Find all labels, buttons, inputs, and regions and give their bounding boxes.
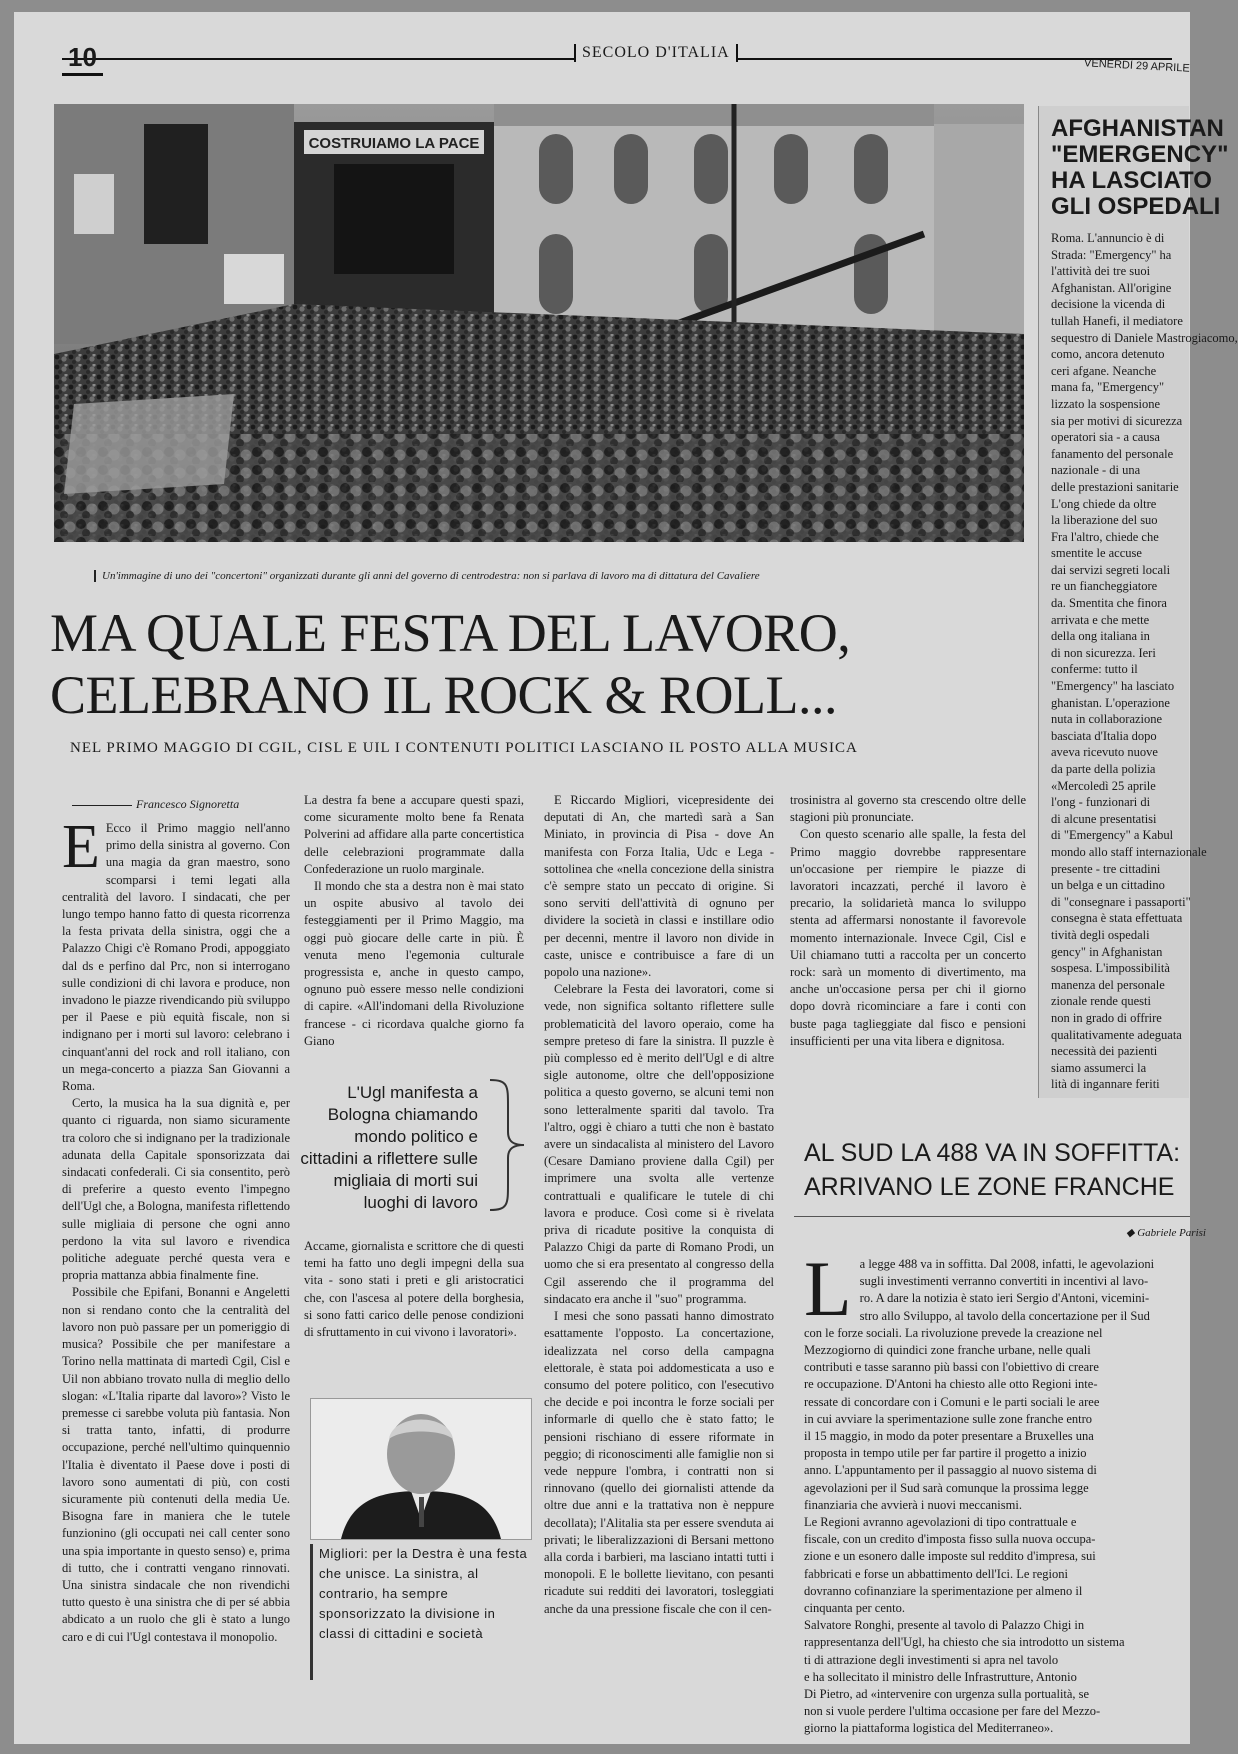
article2-text-line: il 15 maggio, in modo da poter presentare a Bruxelles una bbox=[804, 1429, 1094, 1444]
sidebar-text-line: L'ong chiede da oltre bbox=[1051, 496, 1157, 511]
sidebar-text-line: zionale rende questi bbox=[1051, 994, 1151, 1009]
sidebar-text-line: delle prestazioni sanitarie bbox=[1051, 479, 1179, 494]
sidebar-headline bbox=[1039, 106, 1229, 220]
article2-text-line: in cui avviare la sperimentazione sulle zone franche entro bbox=[804, 1411, 1093, 1426]
col1-paragraph: Certo, la musica ha la sua dignità e, per quanto ci riguarda, non siamo sicuramente tra coloro che si indignano per la tradizionale adunata della Capitale sponsorizzata dai sindacati confederali. Ci sia consentito, però di preferire a questo evento l'impegno dell'Ugl che, a Bologna, manifesta riflettendo sulle migliaia di persone che ogni anno perdono la vita sul lavoro e rivendica politiche adeguate perché questa vera e propria mattanza abbia finalmente fine. bbox=[62, 1096, 290, 1283]
sidebar-text-line: smentite le accuse bbox=[1051, 546, 1142, 561]
col4-paragraph: trosinistra al governo sta crescendo oltre delle stagioni più pronunciate. bbox=[790, 793, 1026, 825]
article2-text-line: sugli investimenti verranno convertiti in incentivi al lavo- bbox=[859, 1274, 1149, 1289]
byline: Francesco Signoretta bbox=[72, 797, 239, 812]
article2-headline bbox=[804, 1136, 1184, 1204]
article2-text-line: Le Regioni avranno agevolazioni di tipo contrattuale e bbox=[804, 1515, 1077, 1530]
sidebar-text-line: dai servizi segreti locali bbox=[1051, 562, 1171, 577]
sidebar-text-line: gency" in Afghanistan bbox=[1051, 944, 1163, 959]
col3-paragraph: Celebrare la Festa dei lavoratori, come si vede, non significa soltanto riflettere sulle problematicità del lavoro operaio, come ha sempre preteso di fare la sinistra. Il puzzle è più complesso ed è merito dell'Ugl e di altre sigle autonome, oltre che dell'opposizione politica a questo governo, se alcuni temi non sono letteralmente spariti dal tavolo. Tra l'altro, oggi è chiaro a tutti che non è bastato avere un sindacalista al ministero del Lavoro (Cesare Damiano proviene dalla Cgil) per imprimere una svolta alle vertenze contrattuali e qualificare le tutele di chi lavora e produce. Così come si è rivelata priva di ricadute positive la conquista di Palazzo Chigi da parte di Romano Prodi, un uomo che si era presentato al congresso della Cgil asserendo che il programma del sindacato era anche il "suo" programma. bbox=[544, 982, 774, 1306]
col4-paragraph: Con questo scenario alle spalle, la festa del Primo maggio dovrebbe rappresentare un'occasione per riempire le piazze di lavoratori incazzati, perché il lavoro è precario, la solidarietà manca lo sviluppo stenta ad affermarsi nonostante il favorevole momento internazionale. Invece Cgil, Cisl e Uil chiamano tutti a raccolta per un concerto rock: sarà un momento di divertimento, ma anche un'occasione persa per chi il giorno dopo dovrà ricominciare a fare i conti con buste paga taglieggiate dal fisco e pensioni insufficienti per una vita libera e dignitosa. bbox=[790, 827, 1026, 1048]
sidebar-text-line: sia per motivi di sicurezza bbox=[1051, 413, 1183, 428]
article2-text-line: stro allo Sviluppo, al tavolo della concertazione per il Sud bbox=[859, 1308, 1150, 1323]
sidebar-text-line: decisione la vicenda di bbox=[1051, 297, 1166, 312]
article2-byline: ◆ Gabriele Parisi bbox=[1126, 1227, 1206, 1239]
article2-text-line: dovranno cofinanziare la sperimentazione per almeno il bbox=[804, 1583, 1083, 1598]
sidebar-text-line: "Emergency" ha lasciato bbox=[1051, 679, 1175, 694]
portrait-photo bbox=[310, 1398, 532, 1540]
dropcap: E bbox=[62, 813, 100, 881]
sidebar-text-line: la liberazione del suo bbox=[1051, 513, 1158, 528]
article-column-4 bbox=[790, 792, 1026, 1092]
article2-body bbox=[804, 1245, 1190, 1736]
sidebar-text-line: sequestro di Daniele Mastrogiacomo, bbox=[1051, 330, 1238, 345]
sidebar-text-line: un belga e un cittadino bbox=[1051, 878, 1165, 893]
sidebar-text-line: presente - tre cittadini bbox=[1051, 861, 1161, 876]
sidebar-text-line: ghanistan. L'operazione bbox=[1051, 695, 1170, 710]
article2-headline-line: ARRIVANO LE ZONE FRANCHE bbox=[804, 1173, 1175, 1201]
col3-paragraph: I mesi che sono passati hanno dimostrato esattamente l'opposto. La concertazione, idealizzata nel corso della campagna elettorale, è stata poi addomesticata a uso e consumo del potere politico, con l'esecutivo che decide e poi incontra le forze sociali per informarle di quello che è stato fatto; le pensioni rischiano di essere riformate in peggio; di riconoscimenti alle famiglie non si vede neppure l'ombra, i contratti non si rinnovano (quello dei giornalisti attende da oltre due anni e la trattativa non è neppure decollata); l'Alitalia sta per essere svenduta ai privati; le liberalizzazioni di Bersani mettono alla corda i barbieri, ma lasciano intatti tutti i monopoli. E le bollette lievitano, con pesanti ricadute sui redditi dei lavoratori, tosleggiati anche da una pressione fiscale che con il cen- bbox=[544, 1309, 774, 1616]
dateline: VENERDÌ 29 APRILE bbox=[1083, 57, 1191, 75]
sidebar-text-line: ceri afgane. Neanche bbox=[1051, 363, 1157, 378]
sidebar-text-line: di "consegnare i passaporti" bbox=[1051, 894, 1191, 909]
portrait-caption: Migliori: per la Destra è una festa che unisce. La sinistra, al contrario, ha sempre sponsorizzato la divisione in classi di cittadini e società bbox=[310, 1544, 532, 1680]
sidebar-text-line: di alcune presentatisi bbox=[1051, 811, 1157, 826]
sidebar-text-line: consegna è stata effettuata bbox=[1051, 911, 1183, 926]
sidebar-text-line: lità di ingannare feriti bbox=[1051, 1077, 1160, 1092]
sidebar-text-line: «Mercoledì 25 aprile bbox=[1051, 778, 1156, 793]
sidebar-text-line: di "Emergency" a Kabul bbox=[1051, 828, 1174, 843]
sidebar-text-line: fanamento del personale bbox=[1051, 446, 1174, 461]
article2-rule bbox=[794, 1216, 1190, 1217]
sidebar-text-line: Afghanistan. All'origine bbox=[1051, 280, 1172, 295]
concert-photo bbox=[54, 104, 1024, 542]
sidebar-text-line: Roma. L'annuncio è di bbox=[1051, 231, 1165, 245]
sidebar-text-line: necessità dei pazienti bbox=[1051, 1044, 1158, 1059]
masthead: SECOLO D'ITALIA bbox=[574, 44, 738, 62]
sidebar-text-line: sospesa. L'impossibilità bbox=[1051, 961, 1170, 976]
article2-text-line: con le forze sociali. La rivoluzione prevede la creazione nel bbox=[804, 1325, 1103, 1340]
article2-text-line: Mezzogiorno di quindici zone franche urbane, nelle quali bbox=[804, 1343, 1091, 1358]
article2-text-line: rappresentanza dell'Ugl, ha chiesto che sia introdotto un sistema bbox=[804, 1635, 1125, 1650]
col2-paragraph: Accame, giornalista e scrittore che di questi temi ha fatto uno degli impegni della sua vita - sono stati i preti e gli aristocratici che, con l'ascesa al potere della borghesia, si sono fatti carico delle penose condizioni di sfruttamento in cui vivono i lavoratori». bbox=[304, 1239, 524, 1340]
sidebar-text-line: non in grado di offrire bbox=[1051, 1010, 1162, 1025]
article-column-2-top bbox=[304, 792, 524, 1070]
sidebar-text-line: nuta in collaborazione bbox=[1051, 712, 1163, 727]
sidebar-text-line: di non sicurezza. Ieri bbox=[1051, 645, 1156, 660]
subheadline: NEL PRIMO MAGGIO DI CGIL, CISL E UIL I CONTENUTI POLITICI LASCIANO IL POSTO ALLA MUSICA bbox=[70, 740, 858, 756]
col1-paragraph: Possibile che Epifani, Bonanni e Angeletti non si rendano conto che la centralità del lavoro non può passare per un pomeriggio di musica? Possibile che per manifestare a Torino nella mattinata di martedì Cgil, Cisl e Uil non abbiano trovato nulla di meglio dello slogan: «L'Italia riparte dal lavoro»? Visto le premesse ci sarebbe voluta più fantasia. Non si tratta tanto, infatti, di produrre occupazione, perché nell'ultimo quinquennio l'Italia è diventato il Paese dove i posti di lavoro sono aumentati di più, con costi sicuramente più contenuti della media Ue. Bisogna fare in maniera che le tutele funzionino (gli occupati nei call center sono una spia importante in questo senso) e, prima di tutto, che i contratti vengano rinnovati. Una sinistra sindacale che non rivendichi tutto questo è una sinistra che di per sé abbia abdicato a un ruolo che gli è stato a lungo caro e di cui l'Ugl contestava il monopolio. bbox=[62, 1285, 290, 1644]
pull-quote: L'Ugl manifesta a Bologna chiamando mondo politico e cittadini a riflettere sulle migliaia di morti sui luoghi di lavoro bbox=[300, 1083, 478, 1212]
sidebar-text-line: lizzato la sospensione bbox=[1051, 396, 1160, 411]
sidebar-headline-line: GLI OSPEDALI bbox=[1051, 193, 1221, 220]
newspaper-page bbox=[14, 12, 1238, 1744]
sidebar-text-line: tullah Hanefi, il mediatore bbox=[1051, 313, 1183, 328]
headline-line-1: MA QUALE FESTA DEL LAVORO, bbox=[50, 603, 851, 663]
sidebar-text-line: basciata d'Italia dopo bbox=[1051, 728, 1157, 743]
sidebar-text-line: Fra l'altro, chiede che bbox=[1051, 529, 1159, 544]
article2-text-line: Di Pietro, ad «intervenire con urgenza sulla portualità, se bbox=[804, 1687, 1090, 1702]
sidebar-text-line: l'attività dei tre suoi bbox=[1051, 264, 1151, 279]
col2-paragraph: Il mondo che sta a destra non è mai stato un ospite abusivo al tavolo dei festeggiamenti per il Primo Maggio, ma oggi può giocare delle carte in più. È venuta meno l'egemonia culturale progressista e, anche in questo campo, ognuno può essere messo nelle condizioni di capire. «All'indomani della Rivoluzione francese - ci ricordava qualche giorno fa Giano bbox=[304, 879, 524, 1048]
article-column-2-bottom bbox=[304, 1238, 524, 1368]
sidebar-text-line: mana fa, "Emergency" bbox=[1051, 380, 1165, 395]
stage-banner: COSTRUIAMO LA PACE bbox=[308, 135, 480, 152]
article2-text-line: proposta in tempo utile per far partire il progetto a inizio bbox=[804, 1446, 1087, 1461]
article2-text-line: fiscale, con un credito d'imposta fisso sulla nuova occupa- bbox=[804, 1532, 1096, 1547]
article2-text-line: giorno la piattaforma logistica del Mediterraneo». bbox=[804, 1721, 1054, 1736]
sidebar-body bbox=[1039, 220, 1238, 1093]
col1-paragraph: Ecco il Primo maggio nell'anno primo della sinistra al governo. Con una magia da gran maestro, sono scomparsi i temi legati alla centralità del lavoro. I sindacati, che per lungo tempo hanno fatto di questa ricorrenza la festa privata della sinistra, oggi che a Palazzo Chigi c'è Romano Prodi, appoggiato dal ds e perfino dal Prc, non si interrogano sulle condizioni di chi lavora e produce, non invadono le piazze rivendicando più sviluppo per il Paese e più equità fiscale, non si indignano per i morti sul lavoro: celebrano i cinquant'anni del rock and roll italiano, con un mega-concerto a piazza San Giovanni a Roma. bbox=[62, 821, 290, 1094]
article2-text-line: finanziaria che avvierà i nuovi meccanismi. bbox=[804, 1497, 1022, 1512]
sidebar-text-line: da. Smentita che finora bbox=[1051, 596, 1167, 611]
col2-paragraph: La destra fa bene a accupare questi spazi, come sicuramente molto bene fa Renata Polverini ad affidare alla parte concertistica delle celebrazioni programmate dalla Confederazione un ruolo marginale. bbox=[304, 793, 524, 876]
sidebar-text-line: re un fiancheggiatore bbox=[1051, 579, 1158, 594]
article2-text-line: agevolazioni per il Sud sarà comunque la prossima legge bbox=[804, 1480, 1089, 1495]
col3-paragraph: E Riccardo Migliori, vicepresidente dei deputati di An, che martedì sarà a San Miniato, in provincia di Pisa - dove An manifesta con Forza Italia, Udc e Lega - sottolinea che «nella concezione della sinistra c'è sempre stato un peccato di origine. Si sono serviti dell'attività di ognuno per dividere la società in classi e instillare odio per decenni, mentre il lavoro non divide in caste, unisce e contribuisce a fare di un popolo una nazione». bbox=[544, 793, 774, 980]
article2-text-line: non si vuole perdere l'ultima occasione per fare del Mezzo- bbox=[804, 1704, 1101, 1719]
article2-text-line: anno. L'appuntamento per il passaggio al nuovo sistema di bbox=[804, 1463, 1097, 1478]
sidebar-article bbox=[1038, 106, 1238, 1098]
article2-text-line: Salvatore Ronghi, presente al tavolo di Palazzo Chigi in bbox=[804, 1618, 1085, 1633]
page-number: 10 bbox=[62, 42, 103, 76]
sidebar-text-line: siamo assumerci la bbox=[1051, 1060, 1147, 1075]
concert-photo-image bbox=[54, 104, 1024, 542]
article2-text-line: re occupazione. D'Antoni ha chiesto alle otto Regioni inte- bbox=[804, 1377, 1098, 1392]
pull-quote-brace bbox=[484, 1076, 534, 1214]
article2-byline-text: Gabriele Parisi bbox=[1137, 1227, 1206, 1239]
article2-text-line: fabbricati e forse un abbattimento dell'Ici. Le regioni bbox=[804, 1566, 1068, 1581]
sidebar-text-line: nazionale - di una bbox=[1051, 463, 1141, 478]
sidebar-headline-line: HA LASCIATO bbox=[1051, 167, 1212, 194]
article-column-3 bbox=[544, 792, 774, 1692]
article2-text-line: ressate di concordare con i Comuni e le parti sociali le aree bbox=[804, 1394, 1100, 1409]
article2-text-line: ro. A dare la notizia è stato ieri Sergio d'Antoni, vicemini- bbox=[859, 1291, 1150, 1306]
sidebar-text-line: manenza del personale bbox=[1051, 977, 1165, 992]
article2-text-line: ti di attrazione degli investimenti si apra nel tavolo bbox=[804, 1652, 1059, 1667]
sidebar-text-line: conferme: tutto il bbox=[1051, 662, 1138, 677]
article-column-1 bbox=[62, 813, 290, 1690]
article2-dropcap: L bbox=[804, 1245, 852, 1332]
sidebar-text-line: mondo allo staff internazionale bbox=[1051, 844, 1207, 859]
sidebar-text-line: como, ancora detenuto bbox=[1051, 347, 1165, 362]
article2-text-line: e ha sollecitato il ministro delle Infrastrutture, Antonio bbox=[804, 1669, 1077, 1684]
headline-line-2: CELEBRANO IL ROCK & ROLL... bbox=[50, 665, 837, 725]
sidebar-headline-line: AFGHANISTAN bbox=[1051, 115, 1224, 142]
article2-headline-line: AL SUD LA 488 VA IN SOFFITTA: bbox=[804, 1139, 1181, 1167]
sidebar-text-line: da parte della polizia bbox=[1051, 762, 1156, 776]
sidebar-text-line: della ong italiana in bbox=[1051, 629, 1150, 644]
sidebar-headline-line: "EMERGENCY" bbox=[1051, 141, 1229, 168]
sidebar-text-line: arrivata e che mette bbox=[1051, 612, 1150, 627]
sidebar-text-line: aveva ricevuto nuove bbox=[1051, 745, 1158, 760]
sidebar-text-line: l'ong - funzionari di bbox=[1051, 795, 1151, 810]
headline bbox=[50, 602, 1060, 726]
article2-text-line: zione e un esonero dalle imposte sul reddito d'impresa, sui bbox=[804, 1549, 1096, 1564]
photo-caption: Un'immagine di uno dei "concertoni" organizzati durante gli anni del governo di centrodestra: non si parlava di lavoro ma di dittatura del Cavaliere bbox=[94, 570, 1042, 582]
sidebar-text-line: tività degli ospedali bbox=[1051, 927, 1150, 942]
article2-text-line: contributi e tasse saranno più bassi con l'obiettivo di creare bbox=[804, 1360, 1099, 1375]
article2-text-line: a legge 488 va in soffitta. Dal 2008, infatti, le agevolazioni bbox=[859, 1257, 1155, 1271]
sidebar-text-line: operatori sia - a causa bbox=[1051, 430, 1160, 445]
sidebar-text-line: qualitativamente adeguata bbox=[1051, 1027, 1182, 1042]
sidebar-text-line: Strada: "Emergency" ha bbox=[1051, 247, 1172, 262]
article2-text-line: cinquanta per cento. bbox=[804, 1601, 905, 1616]
